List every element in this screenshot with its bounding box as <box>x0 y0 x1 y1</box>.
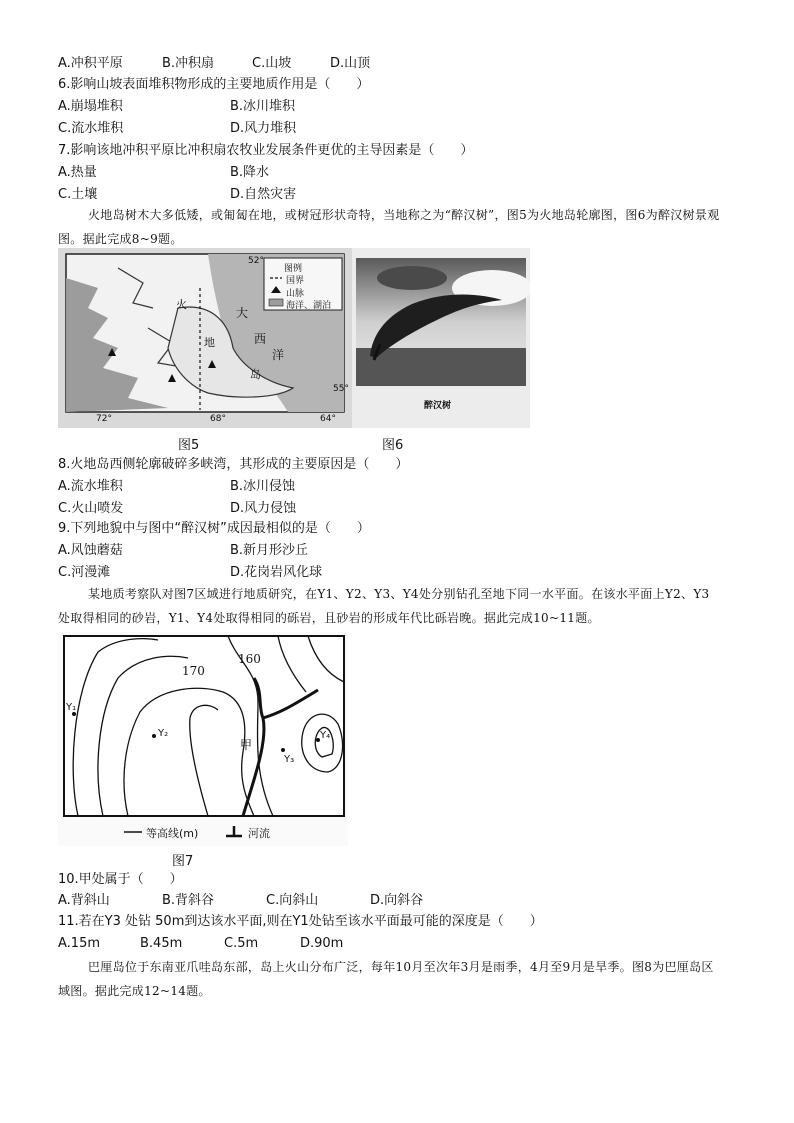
q8-option-a: A.流水堆积 <box>58 479 123 494</box>
fig5-legend-border: 国界 <box>286 276 305 286</box>
fig5-legend-sea: 海洋、湖泊 <box>286 301 332 311</box>
q10-option-a: A.背斜山 <box>58 893 110 908</box>
fig5-lon-64: 64° <box>320 414 336 424</box>
fig6-caption: 图6 <box>382 438 404 453</box>
fig7-contour-160: 160 <box>238 652 261 666</box>
q7-option-c: C.土壤 <box>58 187 98 202</box>
fig7-label-jia: 甲 <box>240 738 253 752</box>
fig5-lat-52: 52° <box>248 256 264 266</box>
q8-option-b: B.冰川侵蚀 <box>230 479 296 494</box>
fig5-lon-72: 72° <box>96 414 112 424</box>
q9-option-c: C.河漫滩 <box>58 565 111 580</box>
fig5-label-di: 地 <box>204 336 215 349</box>
q11-option-d: D.90m <box>300 936 344 951</box>
q11-option-a: A.15m <box>58 936 101 951</box>
fig7-point-y1: Y₁ <box>66 702 77 713</box>
figure-6-photo <box>352 248 530 428</box>
q10-option-b: B.背斜谷 <box>162 893 215 908</box>
q6-option-b: B.冰川堆积 <box>230 99 296 114</box>
figure-7-contour-map <box>58 632 348 846</box>
q9-option-a: A.风蚀蘑菇 <box>58 543 123 558</box>
q6-option-d: D.风力堆积 <box>230 121 297 136</box>
fig7-caption: 图7 <box>172 854 194 869</box>
fig5-caption: 图5 <box>178 438 200 453</box>
q10-option-c: C.向斜山 <box>266 893 319 908</box>
fig7-legend-contour: 等高线(m) <box>146 827 199 840</box>
fig6-label: 醉汉树 <box>424 401 452 411</box>
intro-12-14: 巴厘岛位于东南亚爪哇岛东部，岛上火山分布广泛，每年10月至次年3月是雨季，4月至9月是旱季。图8为巴厘岛区域图。据此完成12~14题。 <box>58 960 714 998</box>
intro-10-11: 某地质考察队对图7区域进行地质研究，在Y1、Y2、Y3、Y4处分别钻孔至地下同一水平面。在该水平面上Y2、Y3处取得相同的砂岩，Y1、Y4处取得相同的砾岩，且砂岩的形成年代比砾岩晚。据此完成10~11题。 <box>58 587 710 625</box>
q7-stem: 7.影响该地冲积平原比冲积扇农牧业发展条件更优的主导因素是（ ） <box>58 143 474 158</box>
q9-stem: 9.下列地貌中与图中“醉汉树”成因最相似的是（ ） <box>58 521 370 536</box>
q6-option-c: C.流水堆积 <box>58 121 124 136</box>
q6-stem: 6.影响山坡表面堆积物形成的主要地质作用是（ ） <box>58 77 370 92</box>
fig7-legend-river: 河流 <box>248 827 270 840</box>
fig5-lat-55: 55° <box>333 384 349 394</box>
fig5-lon-68: 68° <box>210 414 226 424</box>
q9-option-b: B.新月形沙丘 <box>230 543 309 558</box>
q8-option-d: D.风力侵蚀 <box>230 501 297 516</box>
q6-option-a: A.崩塌堆积 <box>58 99 123 114</box>
q8-stem: 8.火地岛西侧轮廓破碎多峡湾，其形成的主要原因是（ ） <box>58 457 409 472</box>
fig7-contour-170: 170 <box>182 664 205 678</box>
q7-option-b: B.降水 <box>230 165 270 180</box>
q9-option-d: D.花岗岩风化球 <box>230 565 323 580</box>
q8-option-c: C.火山喷发 <box>58 501 124 516</box>
q5-option-a: A.冲积平原 <box>58 56 123 71</box>
fig5-label-yang: 洋 <box>272 348 285 362</box>
fig5-legend-title: 图例 <box>284 264 303 274</box>
fig5-label-huo: 火 <box>176 298 187 311</box>
fig5-label-xi: 西 <box>254 332 267 346</box>
fig5-label-da: 大 <box>236 306 249 320</box>
q10-option-d: D.向斜谷 <box>370 893 424 908</box>
fig7-point-y2: Y₂ <box>158 728 169 739</box>
q11-option-c: C.5m <box>224 936 259 951</box>
q5-option-d: D.山顶 <box>330 56 371 71</box>
fig7-point-y3: Y₃ <box>284 754 295 765</box>
q11-option-b: B.45m <box>140 936 183 951</box>
q10-stem: 10.甲处属于（ ） <box>58 872 183 887</box>
fig5-label-dao: 岛 <box>250 368 261 381</box>
q11-stem: 11.若在Y3 处钻 50m到达该水平面,则在Y1处钻至该水平面最可能的深度是（ ） <box>58 914 543 929</box>
fig5-legend-mountain: 山脉 <box>286 289 305 299</box>
intro-8-9: 火地岛树木大多低矮，或匍匐在地，或树冠形状奇特，当地称之为“醉汉树”，图5为火地岛轮廓图，图6为醉汉树景观图。据此完成8~9题。 <box>58 208 720 246</box>
q5-option-b: B.冲积扇 <box>162 56 215 71</box>
q7-option-d: D.自然灾害 <box>230 187 297 202</box>
fig7-point-y4: Y₄ <box>320 730 331 741</box>
q7-option-a: A.热量 <box>58 165 97 180</box>
q5-option-c: C.山坡 <box>252 56 292 71</box>
figure-5-map <box>58 248 352 428</box>
